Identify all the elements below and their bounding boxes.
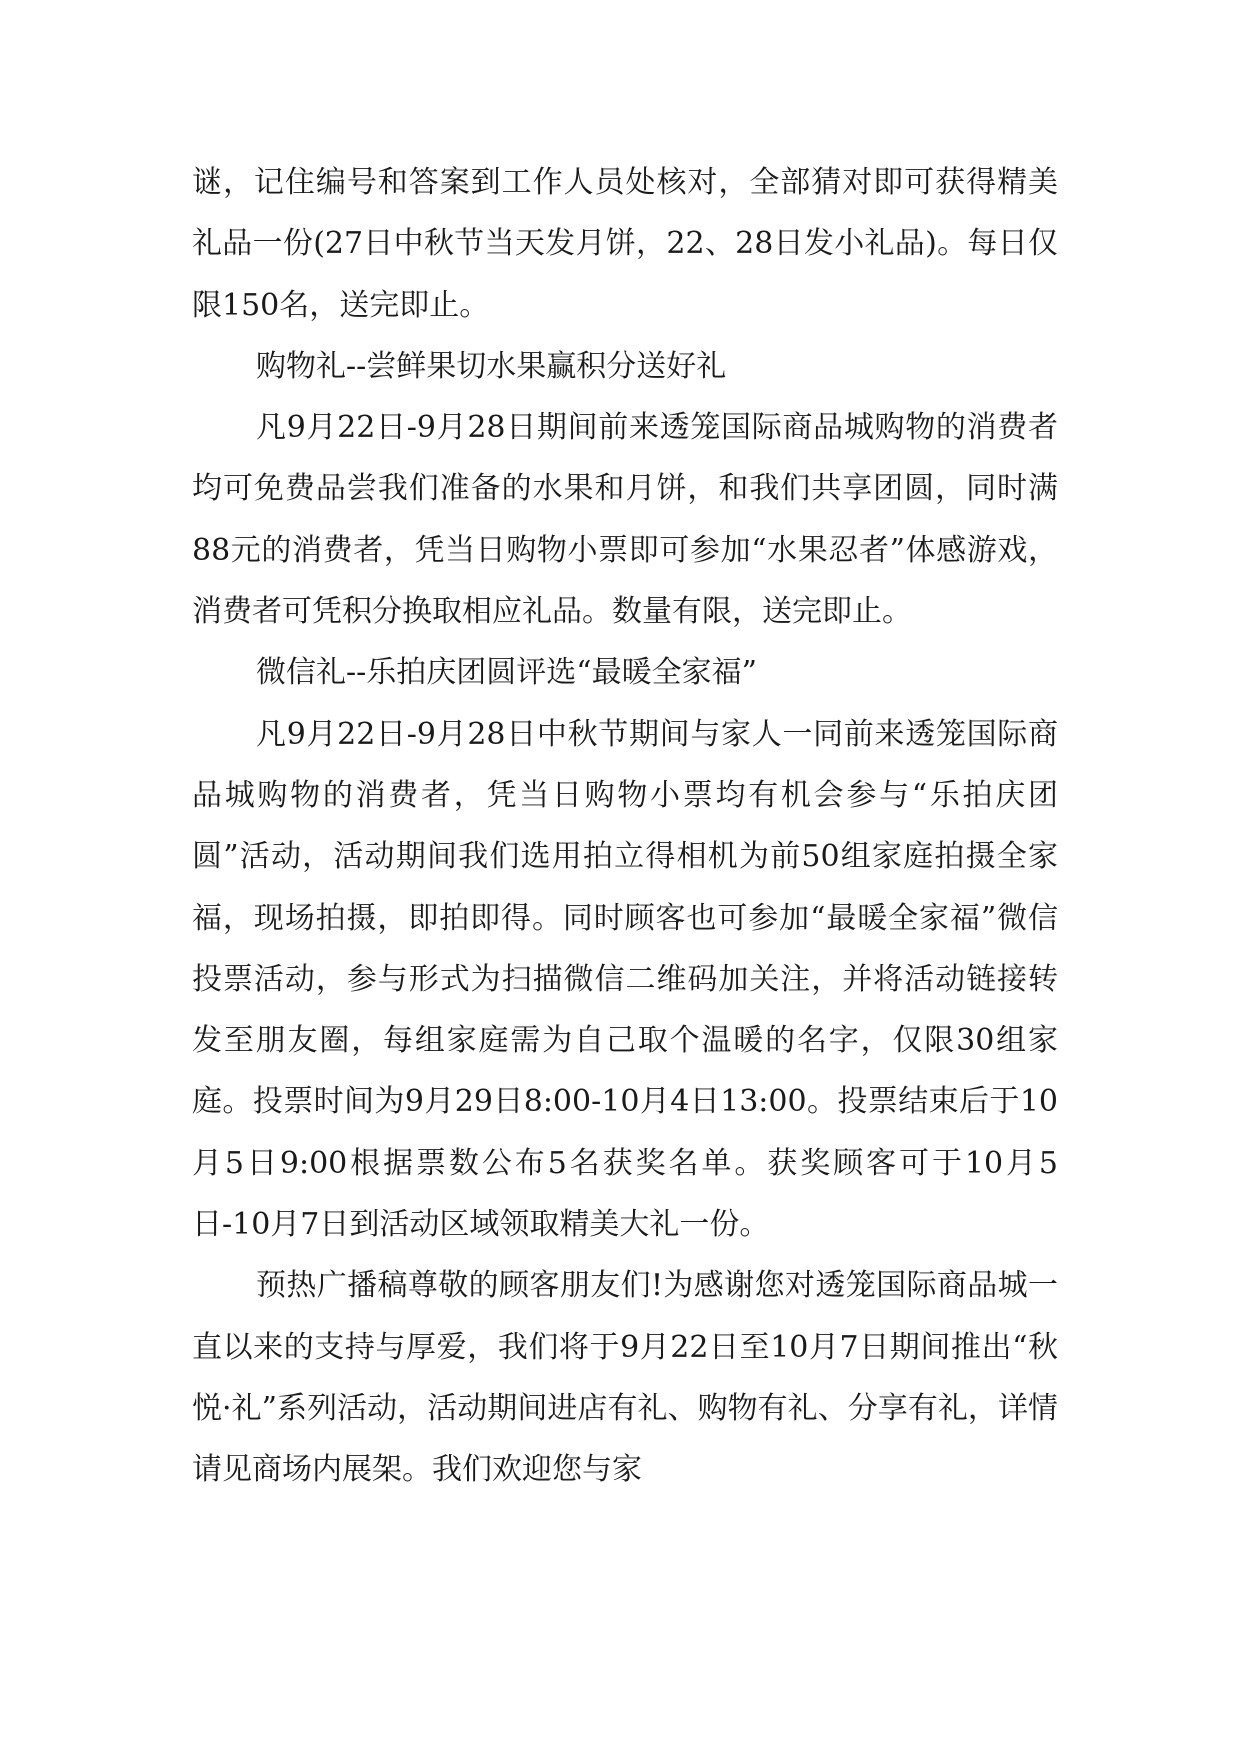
heading-wechat-gift: 微信礼--乐拍庆团圆评选“最暖全家福” xyxy=(256,655,757,691)
paragraph-riddle-continuation: 谜，记住编号和答案到工作人员处核对，全部猜对即可获得精美礼品一份(27日中秋节当天发月饼，22、28日发小礼品)。每日仅限150名，送完即止。 xyxy=(192,165,1058,323)
document-body xyxy=(192,152,1058,1501)
paragraph-shopping-gift: 凡9月22日-9月28日期间前来透笼国际商品城购物的消费者均可免费品尝我们准备的水果和月饼，和我们共享团圆，同时满88元的消费者，凭当日购物小票即可参加“水果忍者”体感游戏，消费者可凭积分换取相应礼品。数量有限，送完即止。 xyxy=(192,410,1058,630)
paragraph-wechat-gift: 凡9月22日-9月28日中秋节期间与家人一同前来透笼国际商品城购物的消费者，凭当日购物小票均有机会参与“乐拍庆团圆”活动，活动期间我们选用拍立得相机为前50组家庭拍摄全家福，现场拍摄，即拍即得。同时顾客也可参加“最暖全家福”微信投票活动，参与形式为扫描微信二维码加关注，并将活动链接转发至朋友圈，每组家庭需为自己取个温暖的名字，仅限30组家庭。投票时间为9月29日8:00-10月4日13:00。投票结束后于10月5日9:00根据票数公布5名获奖名单。获奖顾客可于10月5日-10月7日到活动区域领取精美大礼一份。 xyxy=(192,716,1058,1243)
paragraph-broadcast-script: 预热广播稿尊敬的顾客朋友们!为感谢您对透笼国际商品城一直以来的支持与厚爱，我们将于9月22日至10月7日期间推出“秋悦·礼”系列活动，活动期间进店有礼、购物有礼、分享有礼，详情请见商场内展架。我们欢迎您与家 xyxy=(192,1268,1058,1488)
heading-shopping-gift: 购物礼--尝鲜果切水果赢积分送好礼 xyxy=(256,348,727,384)
